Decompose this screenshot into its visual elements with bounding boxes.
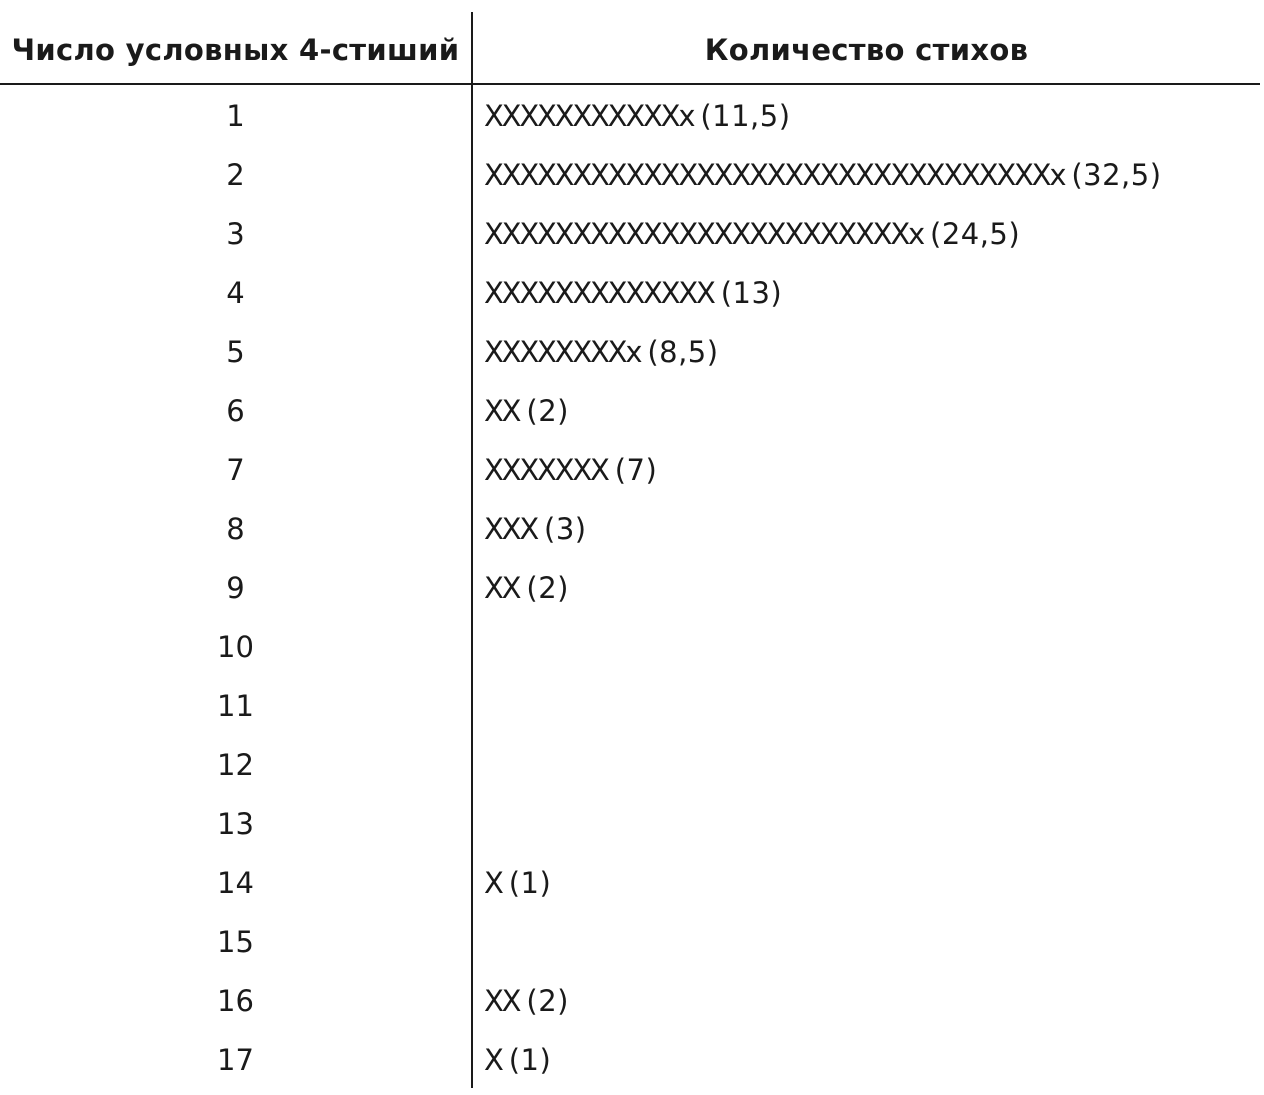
- header-divider: [0, 83, 1260, 85]
- row-number: 15: [217, 925, 254, 959]
- table-row: [0, 145, 1264, 204]
- row-number: 12: [217, 748, 254, 782]
- poem-count: (2): [526, 984, 569, 1018]
- poem-count: (1): [508, 866, 552, 900]
- row-number: 7: [226, 453, 245, 487]
- row-number: 13: [217, 807, 254, 841]
- tally-marks: XXXXXXXXXXXx: [484, 99, 694, 133]
- row-number: 1: [226, 99, 245, 133]
- table-row: [0, 617, 1264, 676]
- row-value: [484, 863, 551, 903]
- poem-count: (32,5): [1071, 158, 1162, 192]
- table-row: [0, 676, 1264, 735]
- tally-marks: XXXXXXX: [484, 453, 608, 487]
- row-number: 5: [226, 335, 245, 369]
- table-row: [0, 322, 1264, 381]
- poem-count: (7): [614, 453, 658, 487]
- row-value: [484, 568, 569, 608]
- row-value: [484, 1040, 551, 1080]
- row-value: [484, 509, 587, 549]
- row-number: 11: [217, 689, 254, 723]
- tally-marks: XXXXXXXXXXXXXXXXXXXXXXXXXXXXXXXXx: [484, 158, 1065, 192]
- row-number: 2: [226, 158, 245, 192]
- header-quatrain-count: Число условных 4-стиший: [11, 33, 460, 67]
- poem-count: (1): [508, 1043, 552, 1077]
- tally-marks: XX: [484, 984, 520, 1018]
- tally-marks: X: [484, 866, 502, 900]
- table-row: [0, 86, 1264, 145]
- row-number: 3: [226, 217, 245, 251]
- row-number: 6: [226, 394, 245, 428]
- table-row: [0, 1030, 1264, 1089]
- table-row: [0, 912, 1264, 971]
- table-row: [0, 558, 1264, 617]
- row-value: [484, 391, 569, 431]
- table-row: [0, 204, 1264, 263]
- tally-marks: XXX: [484, 512, 538, 546]
- table-row: [0, 263, 1264, 322]
- tally-marks: XXXXXXXXXXXXX: [484, 276, 714, 310]
- table-row: [0, 971, 1264, 1030]
- table-row: [0, 853, 1264, 912]
- row-number: 17: [217, 1043, 254, 1077]
- row-number: 14: [217, 866, 254, 900]
- row-value: [484, 96, 791, 136]
- poem-count: (8,5): [647, 335, 719, 369]
- row-value: [484, 450, 657, 490]
- table-row: [0, 794, 1264, 853]
- poem-count: (2): [526, 394, 569, 428]
- row-number: 8: [226, 512, 245, 546]
- row-value: [484, 981, 569, 1021]
- row-value: [484, 155, 1162, 195]
- row-value: [484, 332, 719, 372]
- table-row: [0, 499, 1264, 558]
- tally-marks: XXXXXXXXx: [484, 335, 641, 369]
- row-number: 4: [226, 276, 245, 310]
- tally-marks: XXXXXXXXXXXXXXXXXXXXXXXXx: [484, 217, 923, 251]
- poem-count: (13): [720, 276, 783, 310]
- row-number: 9: [226, 571, 245, 605]
- table-row: [0, 735, 1264, 794]
- poem-count: (24,5): [930, 217, 1021, 251]
- row-value: [484, 214, 1020, 254]
- tally-marks: X: [484, 1043, 502, 1077]
- row-number: 16: [217, 984, 254, 1018]
- table-row: [0, 440, 1264, 499]
- tally-marks: XX: [484, 394, 520, 428]
- header-poem-count: Количество стихов: [704, 33, 1029, 67]
- row-number: 10: [217, 630, 254, 664]
- table-body: [0, 86, 1264, 1089]
- poem-count: (2): [526, 571, 569, 605]
- poem-count: (11,5): [700, 99, 791, 133]
- table-row: [0, 381, 1264, 440]
- row-value: [484, 273, 782, 313]
- poem-count: (3): [544, 512, 587, 546]
- tally-marks: XX: [484, 571, 520, 605]
